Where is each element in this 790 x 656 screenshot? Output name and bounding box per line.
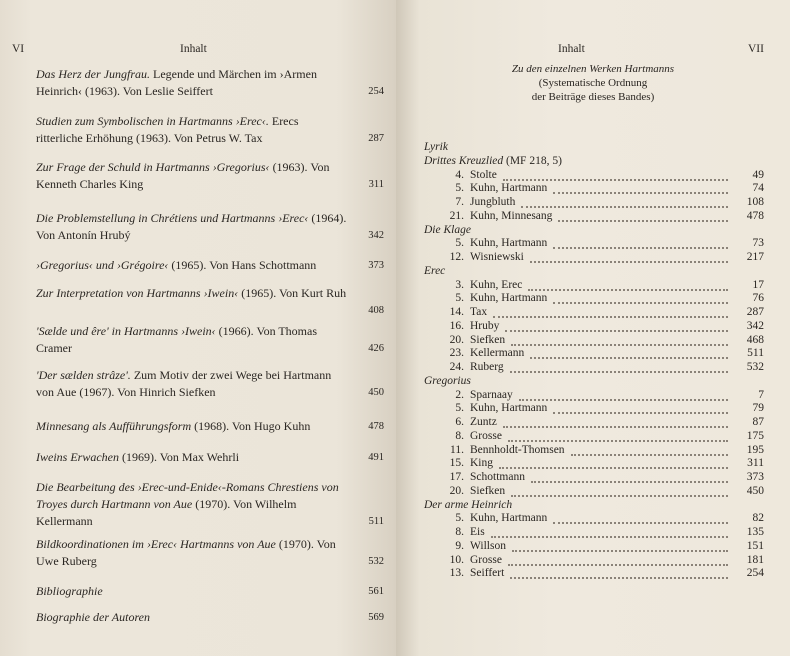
contribution-number: 11.: [450, 443, 464, 456]
page-number: 181: [746, 553, 764, 566]
toc-entry: [36, 418, 348, 435]
entry-page-number: 450: [368, 387, 384, 398]
author-name: Kuhn, Hartmann: [470, 292, 548, 305]
toc-entry: [36, 285, 348, 302]
leader-dots: [530, 251, 728, 263]
toc-entry: [36, 609, 348, 626]
leader-dots: [499, 457, 728, 469]
page-number: 287: [746, 306, 764, 318]
entry-title: Iweins Erwachen: [36, 450, 119, 464]
entry-title: Zur Interpretation von Hartmanns ›Iwein‹: [36, 286, 239, 300]
toc-entry: [36, 257, 348, 274]
toc-entry: [36, 210, 348, 244]
author-name: Kuhn, Hartmann: [470, 512, 548, 525]
toc-entry: [36, 66, 348, 100]
work-title: Lyrik: [424, 141, 448, 153]
leader-dots: [530, 347, 728, 359]
page-number: 532: [746, 361, 764, 373]
contribution-row: [424, 168, 764, 182]
work-heading: [424, 374, 764, 388]
contribution-number: 5.: [455, 237, 464, 250]
contribution-number: 14.: [449, 306, 464, 318]
contribution-row: [424, 470, 764, 484]
leader-dots: [510, 567, 728, 579]
entry-details: (1963). Von Kenneth Charles King: [36, 160, 330, 191]
work-title: Gregorius: [424, 374, 471, 387]
contribution-row: [424, 511, 764, 525]
contribution-row: [424, 250, 764, 264]
author-name: Eis: [470, 526, 485, 538]
page-number: 135: [746, 526, 764, 538]
author-name: Kuhn, Hartmann: [470, 182, 548, 195]
contribution-row: [424, 319, 764, 333]
page-number: 175: [746, 429, 764, 442]
page-number: 74: [752, 182, 764, 195]
entry-page-number: 373: [368, 260, 384, 271]
page-number: 151: [746, 539, 764, 552]
leader-dots: [521, 196, 728, 208]
leader-dots: [508, 554, 728, 566]
leader-dots: [511, 485, 728, 497]
entry-details: (1965). Von Kurt Ruh: [238, 286, 347, 300]
contribution-row: [424, 388, 764, 402]
contribution-number: 20.: [449, 484, 464, 497]
entry-title: Bildkoordinationen im ›Erec‹ Hartmanns von Aue: [36, 537, 276, 551]
entry-page-number: 561: [368, 586, 384, 597]
contribution-row: [424, 209, 764, 223]
author-name: Kuhn, Hartmann: [470, 402, 548, 415]
leader-dots: [503, 169, 728, 181]
page-number: 254: [746, 567, 764, 580]
contribution-number: 13.: [449, 567, 464, 580]
entry-title: Bibliographie: [36, 584, 103, 598]
entry-page-number: 342: [368, 230, 384, 241]
contribution-row: [424, 415, 764, 429]
author-name: Jungbluth: [470, 196, 516, 208]
contribution-number: 24.: [449, 361, 464, 373]
entry-page-number: 511: [368, 516, 384, 527]
contribution-number: 7.: [455, 196, 464, 208]
work-title: Der arme Heinrich: [424, 498, 513, 511]
leader-dots: [553, 182, 728, 194]
contribution-number: 10.: [449, 553, 464, 566]
leader-dots: [505, 320, 728, 332]
entry-page-number: 287: [368, 133, 384, 144]
author-name: Grosse: [470, 553, 502, 566]
contribution-number: 12.: [449, 251, 464, 263]
entry-details: (1965). Von Hans Schottmann: [168, 258, 317, 272]
page-number: 195: [746, 443, 764, 456]
author-name: Zuntz: [470, 416, 497, 428]
entry-details: (1970). Von Wilhelm Kellermann: [36, 497, 297, 528]
contribution-row: [424, 401, 764, 415]
contribution-number: 16.: [449, 319, 464, 332]
page-number: 87: [752, 416, 764, 428]
contribution-number: 5.: [455, 182, 464, 195]
work-title: Erec: [424, 264, 446, 277]
contribution-number: 5.: [455, 292, 464, 305]
page-number: 511: [747, 347, 764, 360]
contribution-row: [424, 195, 764, 209]
entry-page-number: 569: [368, 612, 384, 623]
leader-dots: [491, 526, 728, 538]
author-name: Hruby: [470, 319, 500, 332]
contribution-row: [424, 429, 764, 443]
author-name: Sparnaay: [470, 388, 513, 401]
entry-title: 'Der sælden strâze'.: [36, 368, 131, 382]
page-number: 7: [758, 388, 764, 401]
entry-title: Minnesang als Aufführungsform: [36, 419, 192, 433]
toc-entry: [36, 323, 348, 357]
entry-details: (1966). Von Thomas Cramer: [36, 324, 318, 355]
leader-dots: [512, 540, 728, 552]
contribution-row: [424, 333, 764, 347]
author-name: Ruberg: [470, 361, 504, 373]
work-heading: [424, 264, 764, 278]
right-page: [396, 0, 790, 656]
entry-title: Die Bearbeitung des ›Erec-und-Enide‹-Romans Chrestiens von Troyes durch Hartmann von Aue: [36, 480, 339, 511]
leader-dots: [503, 416, 728, 428]
work-heading: [424, 223, 764, 237]
leader-dots: [531, 471, 728, 483]
page-number: 79: [752, 402, 764, 415]
entry-details: (1964). Von Antonín Hrubý: [36, 211, 347, 242]
contribution-row: [424, 539, 764, 553]
toc-entry: [36, 583, 348, 600]
page-number: 76: [752, 292, 764, 305]
page-number: 468: [746, 333, 764, 346]
contribution-row: [424, 566, 764, 580]
entry-page-number: 426: [368, 343, 384, 354]
work-title: Drittes Kreuzlied: [424, 154, 504, 167]
entry-details: Erecs ritterliche Erhöhung (1963). Von Petrus W. Tax: [36, 114, 299, 145]
leader-dots: [553, 512, 728, 524]
leader-dots: [508, 430, 728, 442]
section-subtitle: (Systematische Ordnung: [538, 77, 648, 89]
contribution-row: [424, 346, 764, 360]
contribution-number: 6.: [455, 416, 464, 428]
work-heading: [424, 140, 764, 154]
work-title: Die Klage: [424, 223, 471, 236]
entry-details: (1969). Von Max Wehrli: [119, 450, 240, 464]
section-title-block: [396, 62, 790, 104]
entry-details: (1968). Von Hugo Kuhn: [191, 419, 311, 433]
contribution-number: 8.: [455, 429, 464, 442]
contribution-row: [424, 443, 764, 457]
work-heading: [424, 154, 764, 168]
contribution-number: 3.: [455, 278, 464, 291]
page-number: 450: [746, 484, 764, 497]
entry-title: Studien zum Symbolischen in Hartmanns ›Erec‹.: [36, 114, 269, 128]
contribution-row: [424, 360, 764, 374]
contribution-number: 17.: [449, 471, 464, 483]
author-name: Kellermann: [470, 347, 525, 360]
page-number: VII: [748, 43, 764, 55]
author-name: Stolte: [470, 168, 497, 181]
page-number: 82: [752, 512, 764, 525]
contribution-row: [424, 484, 764, 498]
running-head: Inhalt: [180, 43, 207, 55]
author-name: Siefken: [470, 484, 506, 497]
page-number: 49: [752, 168, 764, 181]
author-name: Seiffert: [470, 567, 505, 580]
page-number: 478: [746, 209, 764, 222]
contribution-number: 5.: [455, 402, 464, 415]
entry-title: Zur Frage der Schuld in Hartmanns ›Gregorius‹: [36, 160, 270, 174]
contribution-number: 2.: [455, 388, 464, 401]
leader-dots: [519, 389, 728, 401]
leader-dots: [493, 306, 728, 318]
leader-dots: [511, 334, 728, 346]
toc-entry: [36, 159, 348, 193]
page-number: 217: [746, 251, 764, 263]
leader-dots: [558, 210, 728, 222]
leader-dots: [553, 292, 728, 304]
contribution-row: [424, 291, 764, 305]
leader-dots: [571, 444, 728, 456]
contribution-number: 23.: [449, 347, 464, 360]
page-number: 342: [746, 319, 764, 332]
page-number: 311: [747, 457, 764, 470]
contribution-row: [424, 525, 764, 539]
entry-title: 'Sælde und êre' in Hartmanns ›Iwein‹: [36, 324, 216, 338]
contribution-number: 21.: [449, 209, 464, 222]
contribution-number: 8.: [455, 526, 464, 538]
entry-title: Das Herz der Jungfrau.: [36, 67, 150, 81]
author-name: Grosse: [470, 429, 502, 442]
author-name: Schottmann: [470, 471, 525, 483]
author-name: Kuhn, Minnesang: [470, 209, 553, 222]
page-number: VI: [12, 43, 25, 55]
contribution-number: 4.: [455, 168, 464, 181]
page-number: 73: [752, 237, 764, 250]
entry-page-number: 491: [368, 452, 384, 463]
entry-title: Biographie der Autoren: [36, 610, 150, 624]
author-name: Kuhn, Hartmann: [470, 237, 548, 250]
entry-details: Zum Motiv der zwei Wege bei Hartmann von Aue (1967). Von Hinrich Siefken: [36, 368, 332, 399]
author-name: King: [470, 457, 493, 470]
entry-details: (1970). Von Uwe Ruberg: [36, 537, 336, 568]
work-heading: [424, 498, 764, 512]
contribution-row: [424, 305, 764, 319]
section-subtitle: der Beiträge dieses Bandes): [531, 91, 655, 103]
contribution-row: [424, 181, 764, 195]
entry-details: Legende und Märchen im ›Armen Heinrich‹ (1963). Von Leslie Seiffert: [36, 67, 317, 98]
entry-page-number: 478: [368, 421, 384, 432]
entry-page-number: 408: [368, 305, 384, 316]
toc-entry: [36, 113, 348, 147]
work-reference: (MF 218, 5): [503, 154, 562, 167]
section-title: Zu den einzelnen Werken Hartmanns: [511, 63, 675, 75]
author-name: Siefken: [470, 333, 506, 346]
author-name: Willson: [470, 539, 506, 552]
contribution-row: [424, 553, 764, 567]
contribution-number: 9.: [455, 539, 464, 552]
toc-entry: [36, 479, 348, 530]
toc-entry: [36, 536, 348, 570]
entry-page-number: 311: [368, 179, 384, 190]
leader-dots: [553, 237, 728, 249]
entry-title: ›Gregorius‹ und ›Grégoire‹: [36, 258, 169, 272]
author-name: Tax: [470, 306, 488, 318]
entry-page-number: 254: [368, 86, 384, 97]
page-number: 17: [752, 278, 764, 291]
contribution-row: [424, 278, 764, 292]
page-number: 373: [746, 471, 764, 483]
contribution-row: [424, 236, 764, 250]
contribution-row: [424, 456, 764, 470]
toc-entry: [36, 449, 348, 466]
running-head: Inhalt: [558, 43, 585, 55]
leader-dots: [553, 402, 728, 414]
contribution-number: 15.: [449, 457, 464, 470]
entry-page-number: 532: [368, 556, 384, 567]
page-number: 108: [746, 196, 764, 208]
author-name: Bennholdt-Thomsen: [470, 443, 565, 456]
entry-title: Die Problemstellung in Chrétiens und Hartmanns ›Erec‹: [36, 211, 309, 225]
leader-dots: [528, 279, 728, 291]
author-name: Kuhn, Erec: [470, 278, 523, 291]
contribution-number: 5.: [455, 512, 464, 525]
contribution-number: 20.: [449, 333, 464, 346]
author-name: Wisniewski: [470, 251, 524, 263]
leader-dots: [510, 361, 728, 373]
toc-entry: [36, 367, 348, 401]
